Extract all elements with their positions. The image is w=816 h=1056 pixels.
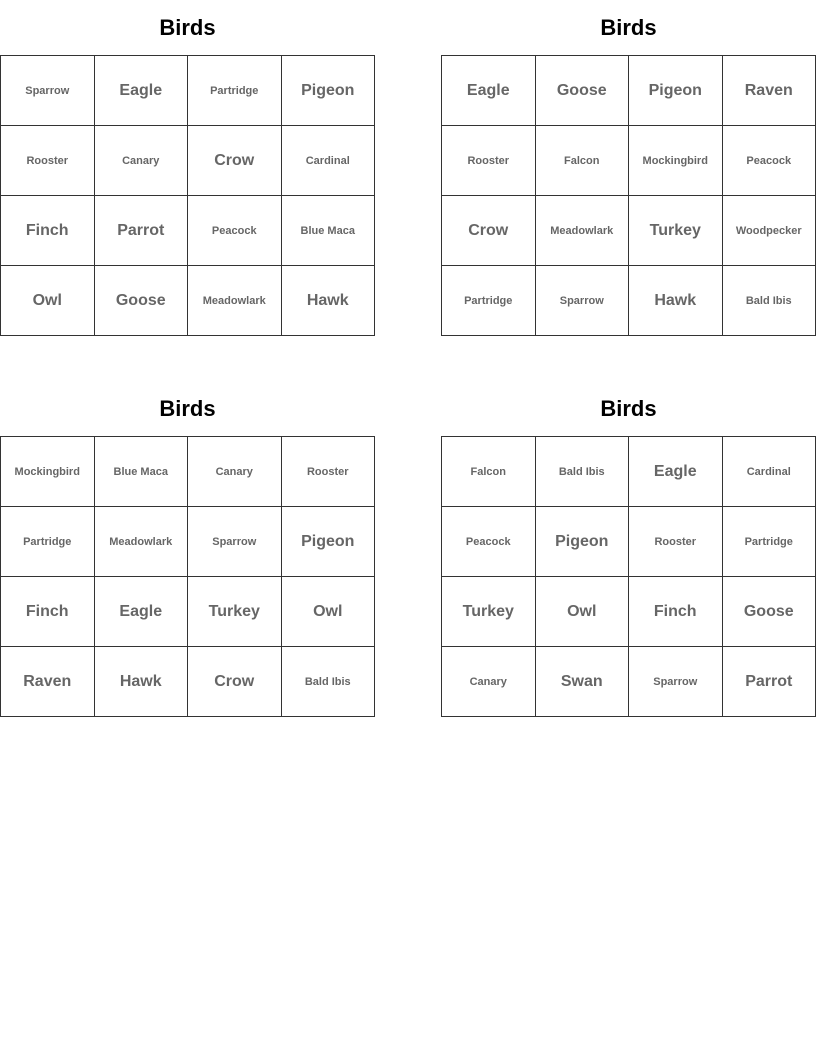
grid-cell: Meadowlark	[188, 266, 282, 336]
grid-cell: Rooster	[442, 126, 536, 196]
grid-cell: Partridge	[442, 266, 536, 336]
grid-cell: Canary	[188, 437, 282, 507]
grid-row	[1, 577, 375, 647]
grid-row	[1, 266, 375, 336]
grid-cell: Sparrow	[535, 266, 629, 336]
grid-row	[1, 56, 375, 126]
grid-row	[442, 266, 816, 336]
grid-cell: Eagle	[94, 577, 188, 647]
bingo-card	[0, 0, 375, 336]
grid-cell: Partridge	[1, 507, 95, 577]
grid-cell: Turkey	[629, 196, 723, 266]
grid-cell: Sparrow	[1, 56, 95, 126]
grid-cell: Hawk	[281, 266, 375, 336]
grid-cell: Meadowlark	[535, 196, 629, 266]
grid-cell: Meadowlark	[94, 507, 188, 577]
bingo-card	[441, 0, 816, 336]
grid-cell: Eagle	[94, 56, 188, 126]
grid-cell: Peacock	[442, 507, 536, 577]
grid-cell: Bald Ibis	[281, 647, 375, 717]
grid-row	[1, 126, 375, 196]
grid-cell: Eagle	[442, 56, 536, 126]
grid-row	[442, 56, 816, 126]
grid-cell: Cardinal	[281, 126, 375, 196]
grid-cell: Swan	[535, 647, 629, 717]
grid-cell: Rooster	[629, 507, 723, 577]
grid-cell: Goose	[94, 266, 188, 336]
grid-row	[442, 577, 816, 647]
grid-cell: Parrot	[722, 647, 816, 717]
grid-cell: Owl	[535, 577, 629, 647]
grid-cell: Hawk	[629, 266, 723, 336]
bingo-grid	[441, 436, 816, 717]
bingo-card	[0, 381, 375, 717]
grid-cell: Eagle	[629, 437, 723, 507]
grid-cell: Finch	[629, 577, 723, 647]
grid-cell: Pigeon	[281, 507, 375, 577]
grid-cell: Hawk	[94, 647, 188, 717]
grid-row	[442, 126, 816, 196]
grid-cell: Partridge	[188, 56, 282, 126]
bingo-card	[441, 381, 816, 717]
card-title: Birds	[600, 14, 657, 40]
grid-cell: Peacock	[722, 126, 816, 196]
grid-cell: Raven	[1, 647, 95, 717]
grid-row	[1, 647, 375, 717]
grid-row	[442, 437, 816, 507]
grid-row	[442, 196, 816, 266]
grid-cell: Rooster	[1, 126, 95, 196]
grid-cell: Peacock	[188, 196, 282, 266]
grid-cell: Finch	[1, 196, 95, 266]
grid-cell: Crow	[442, 196, 536, 266]
grid-row	[442, 507, 816, 577]
grid-cell: Pigeon	[629, 56, 723, 126]
grid-cell: Rooster	[281, 437, 375, 507]
grid-cell: Blue Maca	[281, 196, 375, 266]
grid-row	[442, 647, 816, 717]
card-title: Birds	[600, 395, 657, 421]
grid-cell: Falcon	[442, 437, 536, 507]
grid-cell: Bald Ibis	[722, 266, 816, 336]
bingo-grid	[0, 55, 375, 336]
grid-cell: Falcon	[535, 126, 629, 196]
grid-cell: Pigeon	[535, 507, 629, 577]
grid-cell: Raven	[722, 56, 816, 126]
grid-cell: Owl	[1, 266, 95, 336]
bingo-grid	[441, 55, 816, 336]
grid-cell: Owl	[281, 577, 375, 647]
card-title: Birds	[159, 14, 216, 40]
grid-cell: Turkey	[442, 577, 536, 647]
grid-cell: Turkey	[188, 577, 282, 647]
grid-cell: Mockingbird	[629, 126, 723, 196]
bingo-grid	[0, 436, 375, 717]
grid-cell: Finch	[1, 577, 95, 647]
grid-cell: Sparrow	[188, 507, 282, 577]
grid-cell: Canary	[94, 126, 188, 196]
grid-cell: Bald Ibis	[535, 437, 629, 507]
grid-cell: Parrot	[94, 196, 188, 266]
grid-cell: Blue Maca	[94, 437, 188, 507]
grid-cell: Woodpecker	[722, 196, 816, 266]
grid-cell: Canary	[442, 647, 536, 717]
grid-cell: Sparrow	[629, 647, 723, 717]
grid-cell: Crow	[188, 126, 282, 196]
card-title: Birds	[159, 395, 216, 421]
grid-row	[1, 437, 375, 507]
grid-row	[1, 196, 375, 266]
grid-cell: Partridge	[722, 507, 816, 577]
grid-cell: Cardinal	[722, 437, 816, 507]
grid-cell: Pigeon	[281, 56, 375, 126]
grid-row	[1, 507, 375, 577]
grid-cell: Crow	[188, 647, 282, 717]
grid-cell: Goose	[722, 577, 816, 647]
grid-cell: Mockingbird	[1, 437, 95, 507]
grid-cell: Goose	[535, 56, 629, 126]
